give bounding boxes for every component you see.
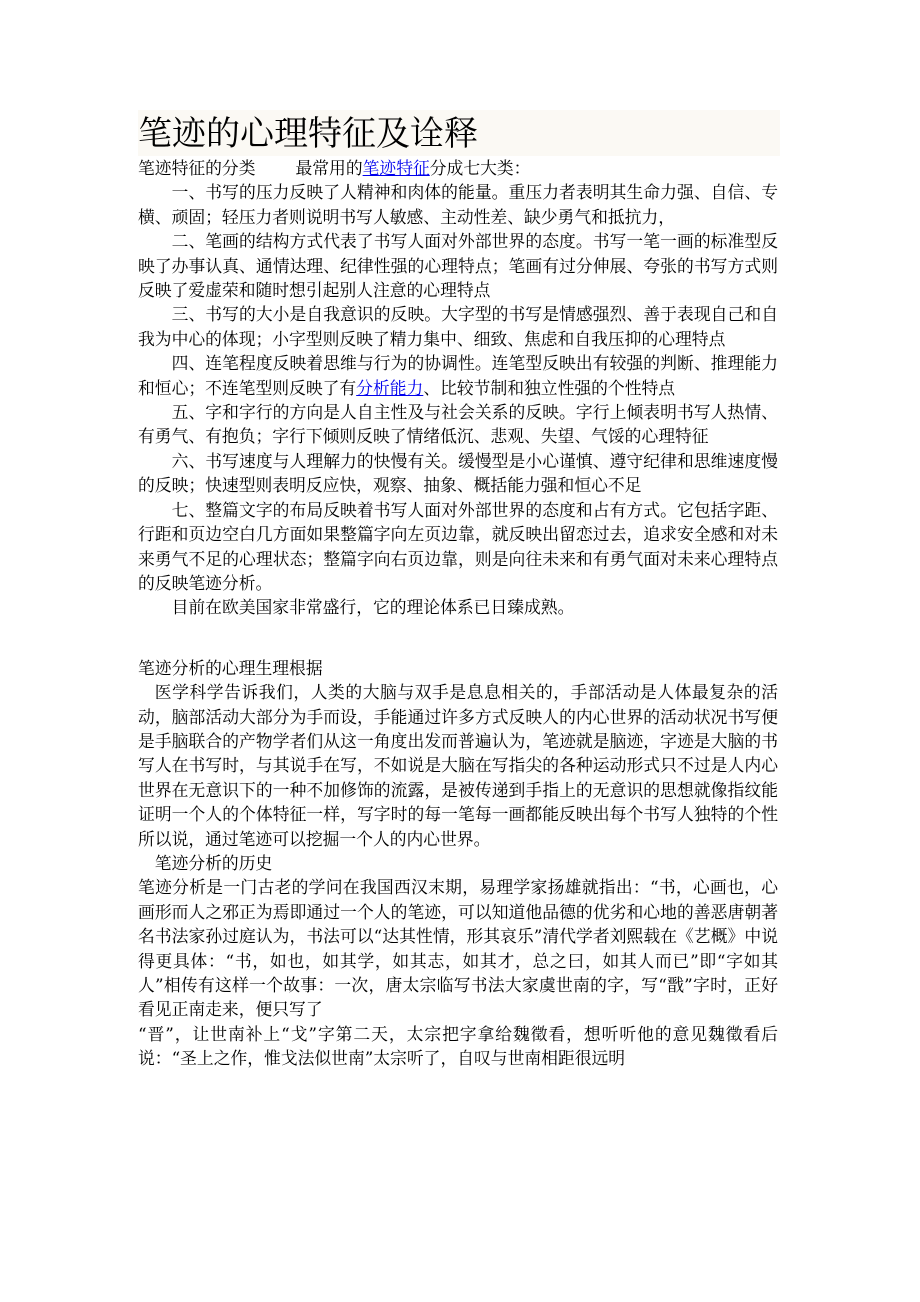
category-paragraph-5: 五、字和字行的方向是人自主性及与社会关系的反映。字行上倾表明书写人热情、有勇气、有抱负；字行下倾则反映了情绪低沉、悲观、失望、气馁的心理特征 [138,402,778,447]
analysis-ability-link[interactable]: 分析能力 [356,377,424,398]
category-paragraph-4 [138,351,778,400]
category-paragraph-6: 六、书写速度与人理解力的快慢有关。缓慢型是小心谨慎、遵守纪律和思维速度慢的反映；快速型则表明反应快，观察、抽象、概括能力强和恒心不足 [138,450,778,496]
category-4-after-link: 、比较节制和独立性强的个性特点 [423,377,676,398]
section-gap [138,620,778,656]
document-body [138,156,778,1071]
category-4-before-link: 四、连笔程度反映着思维与行为的协调性。连笔型反映出有较强的判断、推理能力和恒心；不连笔型则反映了有 [138,353,778,398]
section-heading-physiology: 笔迹分析的心理生理根据 [138,657,323,678]
history-paragraph-1: 笔迹分析是一门古老的学问在我国西汉末期，易理学家扬雄就指出：“书，心画也，心画形而人之邪正为焉即通过一个人的笔迹，可以知道他品德的优劣和心地的善恶唐朝著名书法家孙过庭认为，书法可以“达其性情，形其哀乐”清代学者刘熙载在《艺概》中说得更具体：“书，如也，如其学，如其志，如其才，总之曰，如其人而已”即“字如其人”相传有这样一个故事：一次，唐太宗临写书法大家虞世南的字，写“戬”字时，正好看见正南走来，便只写了 [138,877,778,1020]
section-heading-history: 笔迹分析的历史 [154,852,273,873]
category-paragraph-7: 七、整篇文字的布局反映着书写人面对外部世界的态度和占有方式。它包括字距、行距和页边空白几方面如果整篇字向左页边靠，就反映出留恋过去，追求安全感和对未来勇气不足的心理状态；整篇字向右页边靠，则是向往未来和有勇气面对未来心理特点的反映笔迹分析。 [138,499,778,593]
intro-after-link: 分成七大类： [429,158,531,178]
intro-before-link: 最常用的 [295,158,363,178]
closing-paragraph: 目前在欧美国家非常盛行，它的理论体系已日臻成熟。 [171,597,575,618]
category-paragraph-1: 一、书写的压力反映了人精神和肉体的能量。重压力者表明其生命力强、自信、专横、顽固；轻压力者则说明书写人敏感、主动性差、缺少勇气和抵抗力， [138,182,778,227]
intro-lead: 笔迹特征的分类 [138,158,256,178]
page-title: 笔迹的心理特征及诠释 [138,114,478,154]
category-paragraph-2: 二、笔画的结构方式代表了书写人面对外部世界的态度。书写一笔一画的标准型反映了办事认真、通情达理、纪律性强的心理特点；笔画有过分伸展、夸张的书写方式则反映了爱虚荣和随时想引起别人注意的心理特点 [138,231,778,301]
category-paragraph-3: 三、书写的大小是自我意识的反映。大字型的书写是情感强烈、善于表现自己和自我为中心的体现；小字型则反映了精力集中、细致、焦虑和自我压抑的心理特点 [138,304,778,349]
history-paragraph-2: “晋”，让世南补上“戈”字第二天，太宗把字拿给魏徵看，想听听他的意见魏徵看后说：“圣上之作，惟戈法似世南”太宗听了，自叹与世南相距很远明 [138,1023,778,1069]
intro-line [138,156,778,180]
physiology-paragraph: 医学科学告诉我们，人类的大脑与双手是息息相关的，手部活动是人体最复杂的活动，脑部活动大部分为手而设，手能通过许多方式反映人的内心世界的活动状况书写便是手脑联合的产物学者们从这一角度出发而普遍认为，笔迹就是脑迹，字迹是大脑的书写人在书写时，与其说手在写，不如说是大脑在写指尖的各种运动形式只不过是人内心世界在无意识下的一种不加修饰的流露，是被传递到手指上的无意识的思想就像指纹能证明一个人的个体特征一样，写字时的每一笔每一画都能反映出每个书写人独特的个性所以说，通过笔迹可以挖掘一个人的内心世界。 [138,682,778,849]
handwriting-features-link[interactable]: 笔迹特征 [362,158,430,178]
